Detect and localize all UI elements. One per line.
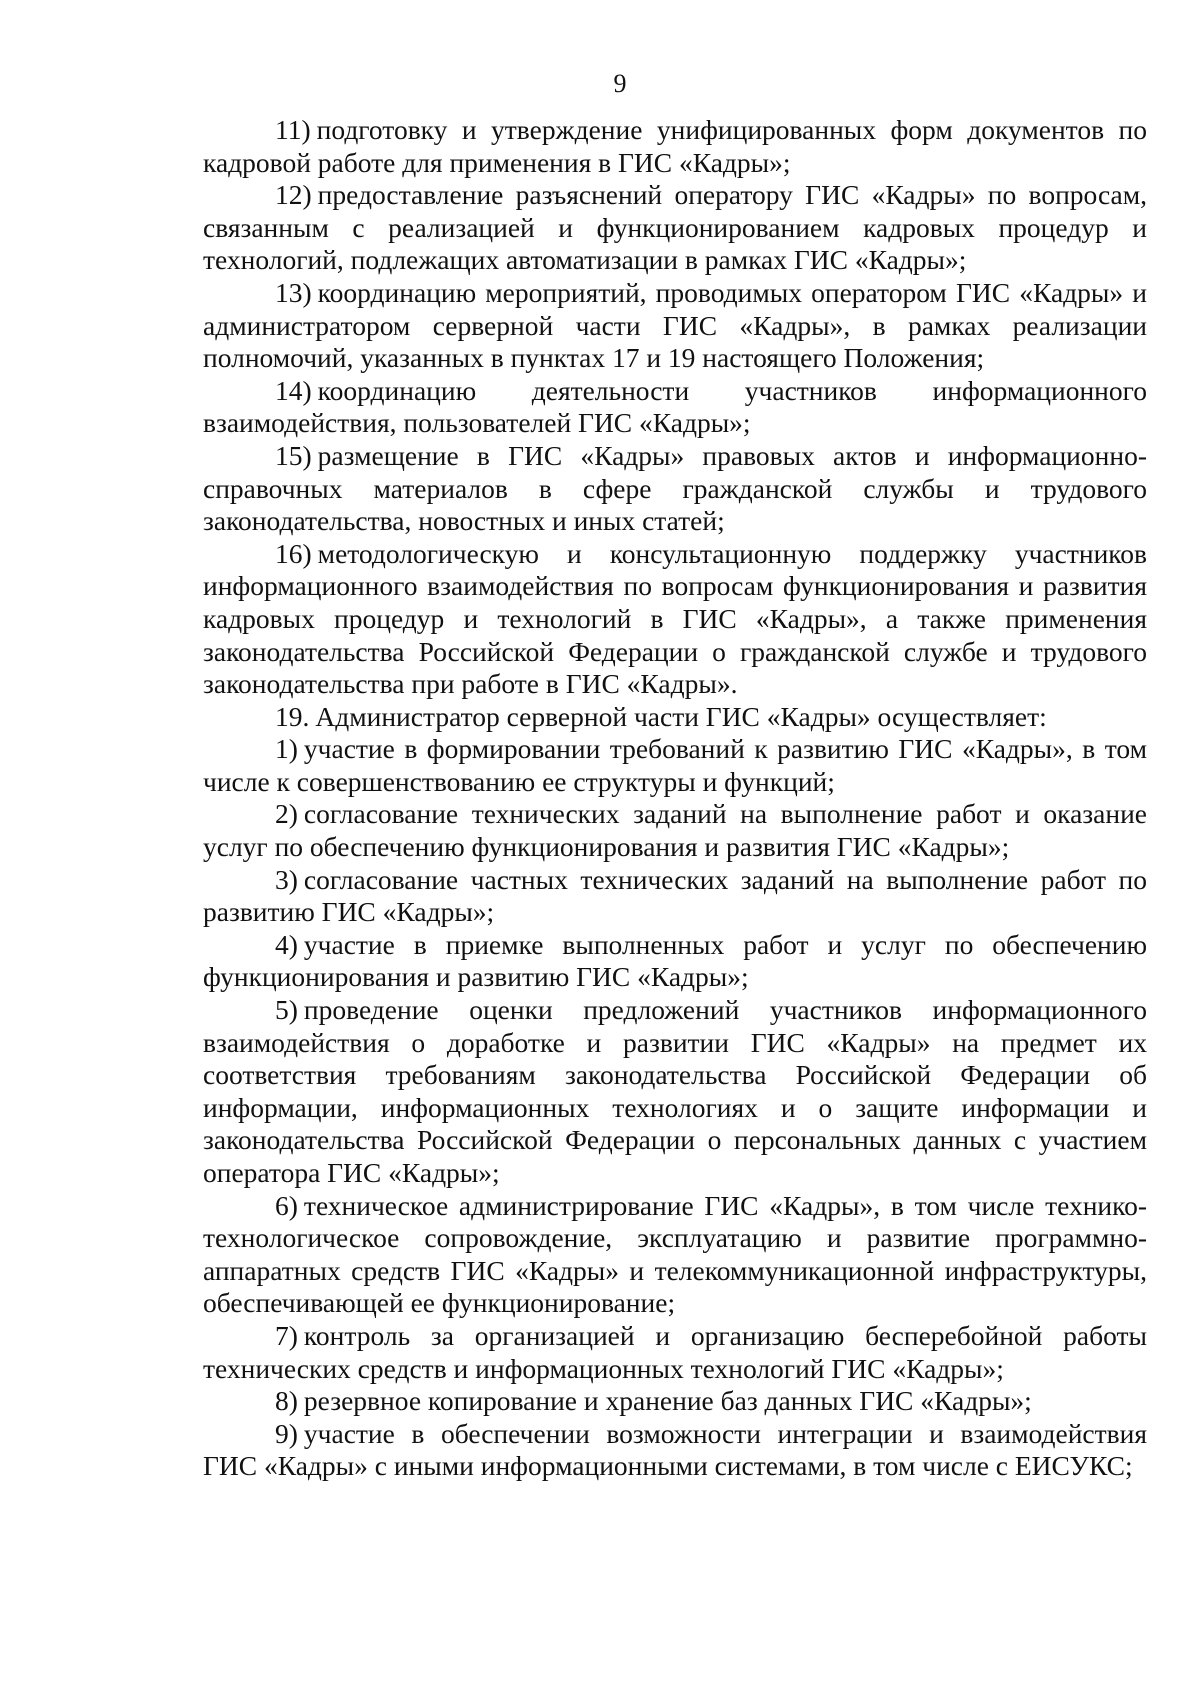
item-text: методологическую и консультационную поддержку участников информационного взаимодействия по вопросам функционирования и развития кадровых процедур и технологий в ГИС «Кадры», а также применения законодательства Российской Федерации о гражданской службе и трудового законодательства при работе в ГИС «Кадры». xyxy=(203,537,1147,700)
list-item xyxy=(203,179,1147,277)
section-number: 19. xyxy=(275,700,310,732)
item-number: 2) xyxy=(275,798,298,830)
item-text: участие в обеспечении возможности интеграции и взаимодействия ГИС «Кадры» с иными информационными системами, в том числе с ЕИСУКС; xyxy=(203,1417,1147,1482)
list-item xyxy=(203,1190,1147,1320)
list-item xyxy=(203,929,1147,994)
section-text: Администратор серверной части ГИС «Кадры» осуществляет: xyxy=(315,700,1047,732)
item-number: 13) xyxy=(275,276,312,308)
section-heading-19 xyxy=(203,701,1147,734)
list-item xyxy=(203,798,1147,863)
item-number: 12) xyxy=(275,179,312,211)
item-text: координацию деятельности участников информационного взаимодействия, пользователей ГИС «Кадры»; xyxy=(203,374,1147,439)
list-item xyxy=(203,1320,1147,1385)
item-text: размещение в ГИС «Кадры» правовых актов и информационно-справочных материалов в сфере гражданской службы и трудового законодательства, новостных и иных статей; xyxy=(203,439,1147,537)
document-body xyxy=(203,114,1147,1483)
item-text: техническое администрирование ГИС «Кадры», в том числе технико-технологическое сопровождение, эксплуатацию и развитие программно-аппаратных средств ГИС «Кадры» и телекоммуникационной инфраструктуры, обеспечивающей ее функционирование; xyxy=(203,1189,1147,1319)
item-text: подготовку и утверждение унифицированных форм документов по кадровой работе для применения в ГИС «Кадры»; xyxy=(203,114,1147,178)
item-number: 7) xyxy=(275,1319,298,1351)
list-item xyxy=(203,733,1147,798)
list-item xyxy=(203,440,1147,538)
list-item xyxy=(203,864,1147,929)
item-number: 1) xyxy=(275,733,298,765)
item-text: согласование частных технических заданий на выполнение работ по развитию ГИС «Кадры»; xyxy=(203,863,1147,928)
item-number: 6) xyxy=(275,1189,298,1221)
list-item xyxy=(203,375,1147,440)
item-number: 4) xyxy=(275,928,298,960)
item-text: резервное копирование и хранение баз данных ГИС «Кадры»; xyxy=(303,1385,1032,1417)
item-number: 15) xyxy=(275,439,312,471)
list-item xyxy=(203,1418,1147,1483)
item-text: участие в приемке выполненных работ и услуг по обеспечению функционирования и развитию ГИС «Кадры»; xyxy=(203,928,1147,993)
item-number: 8) xyxy=(275,1385,298,1417)
item-number: 11) xyxy=(275,114,311,145)
item-number: 14) xyxy=(275,374,312,406)
item-text: проведение оценки предложений участников информационного взаимодействия о доработке и развитии ГИС «Кадры» на предмет их соответствия требованиям законодательства Российской Федерации об информации, информационных технологиях и о защите информации и законодательства Российской Федерации о персональных данных с участием оператора ГИС «Кадры»; xyxy=(203,994,1147,1188)
item-number: 5) xyxy=(275,994,298,1026)
list-item xyxy=(203,114,1147,179)
item-text: предоставление разъяснений оператору ГИС «Кадры» по вопросам, связанным с реализацией и функционированием кадровых процедур и технологий, подлежащих автоматизации в рамках ГИС «Кадры»; xyxy=(203,179,1147,276)
page-number: 9 xyxy=(613,69,627,98)
list-item xyxy=(203,538,1147,701)
item-text: контроль за организацией и организацию бесперебойной работы технических средств и информационных технологий ГИС «Кадры»; xyxy=(203,1319,1147,1384)
item-text: участие в формировании требований к развитию ГИС «Кадры», в том числе к совершенствованию ее структуры и функций; xyxy=(203,733,1147,797)
list-item xyxy=(203,994,1147,1190)
item-number: 9) xyxy=(275,1417,298,1449)
item-text: координацию мероприятий, проводимых оператором ГИС «Кадры» и администратором серверной части ГИС «Кадры», в рамках реализации полномочий, указанных в пунктах 17 и 19 настоящего Положения; xyxy=(203,276,1147,374)
list-item xyxy=(203,277,1147,375)
item-text: согласование технических заданий на выполнение работ и оказание услуг по обеспечению функционирования и развития ГИС «Кадры»; xyxy=(203,798,1147,863)
item-number: 3) xyxy=(275,863,298,895)
list-item xyxy=(203,1385,1147,1418)
item-number: 16) xyxy=(275,537,312,569)
